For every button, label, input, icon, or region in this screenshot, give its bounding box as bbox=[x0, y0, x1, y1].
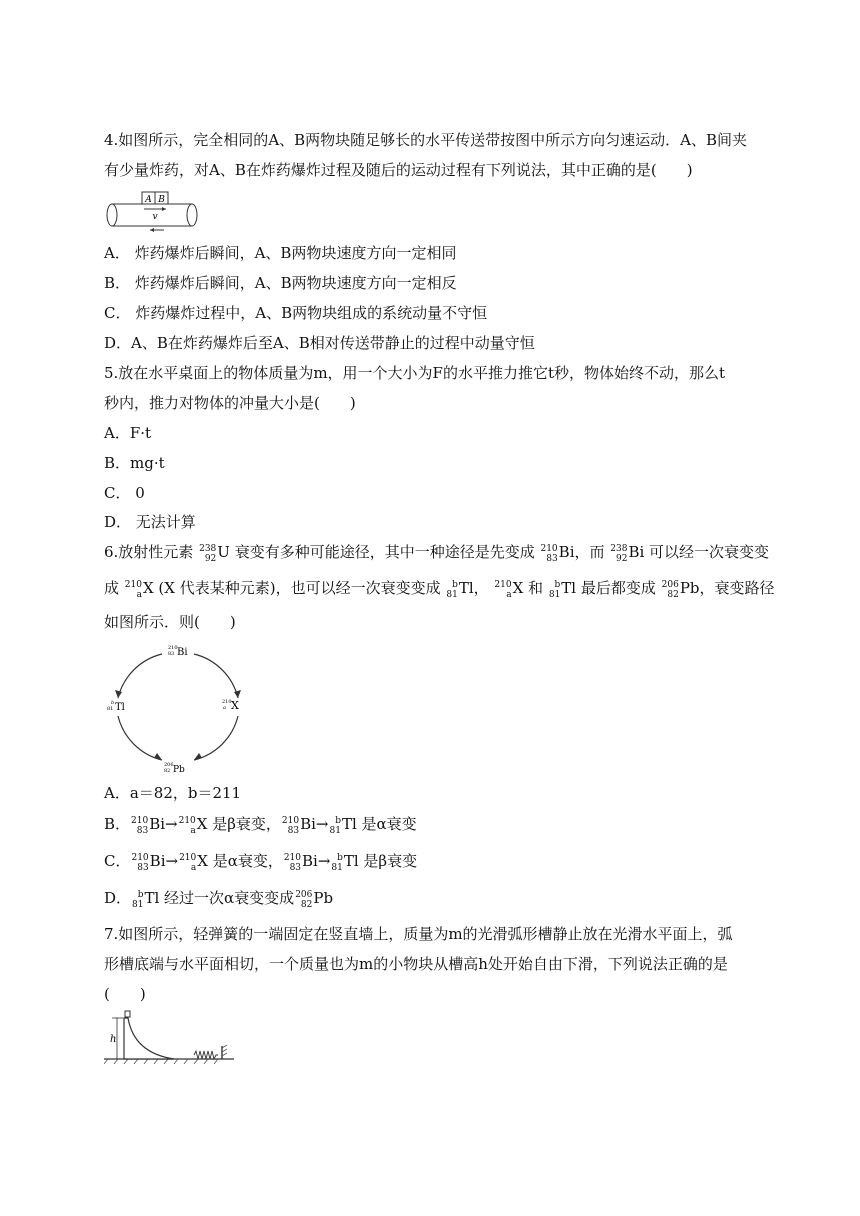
q4-stem-line1: 4.如图所示，完全相同的A、B两物块随足够长的水平传送带按图中所示方向匀速运动．A、B间夹 bbox=[104, 131, 748, 149]
nuclide-pb206: 206 82 bbox=[661, 579, 679, 600]
q7-stem-line2: 形槽底端与水平面相切，一个质量也为m的小物块从槽高h处开始自由下滑，下列说法正确的是 bbox=[104, 955, 728, 973]
fig-tl-atomic: 81 bbox=[107, 706, 114, 712]
q5-stem-line2: 秒内，推力对物体的冲量大小是( ) bbox=[104, 394, 356, 412]
block-b-label: B bbox=[158, 195, 165, 205]
height-label: h bbox=[110, 1034, 117, 1045]
fig-pb-mass: 206 bbox=[164, 762, 174, 768]
q5-option-d: D． 无法计算 bbox=[104, 513, 196, 531]
fig-tl-mass: b bbox=[111, 700, 115, 706]
q4-option-d: D．A、B在炸药爆炸后至A、B相对传送带静止的过程中动量守恒 bbox=[104, 334, 535, 352]
q6-option-b: B． 210 83 Bi→ 210 a X 是β衰变， 210 83 Bi→ b 81 Tl 是α衰变 bbox=[104, 815, 417, 836]
fig-tl-label: Tl bbox=[115, 702, 125, 713]
q4-stem-line2: 有少量炸药，对A、B在炸药爆炸过程及随后的运动过程有下列说法，其中正确的是( ) bbox=[104, 161, 693, 179]
block-a-label: A bbox=[145, 195, 152, 205]
fig-bi-label: Bi bbox=[177, 647, 188, 658]
q6-stem-line1: 6.放射性元素 238 92 U 衰变有多种可能途径，其中一种途径是先变成 210 83 Bi，而 238 92 Bi 可以经一次衰变变 bbox=[104, 543, 770, 564]
q5-option-c: C． 0 bbox=[104, 484, 145, 502]
q6-stem-line2: 成 210 a X (X 代表某种元素)，也可以经一次衰变变成 b 81 Tl， 210 a X 和 b 81 Tl 最后都变成 206 82 Pb，衰变路径 bbox=[104, 579, 775, 600]
nuclide-tl81-b: b 81 bbox=[548, 579, 561, 600]
q4-option-a: A． 炸药爆炸后瞬间，A、B两物块速度方向一定相同 bbox=[104, 244, 457, 262]
nuclide-bi210: 210 83 bbox=[540, 543, 558, 564]
fig-bi-mass: 210 bbox=[168, 645, 178, 651]
q7-stem-line3: ( ) bbox=[104, 985, 146, 1003]
q6-option-c: C． 210 83 Bi→ 210 a X 是α衰变， 210 83 Bi→ b 81 Tl 是β衰变 bbox=[104, 852, 418, 873]
fig-pb-atomic: 82 bbox=[164, 768, 171, 774]
q5-stem-line1: 5.放在水平桌面上的物体质量为m，用一个大小为F的水平推力推它t秒，物体始终不动，那么t bbox=[104, 364, 726, 382]
nuclide-u238: 238 92 bbox=[199, 543, 217, 564]
q6-stem-line3: 如图所示．则( ) bbox=[104, 613, 236, 631]
q5-option-b: B．mg·t bbox=[104, 454, 165, 472]
arc-slot bbox=[124, 1018, 174, 1059]
spring bbox=[194, 1051, 218, 1059]
nuclide-x210: 210 a bbox=[124, 579, 142, 600]
nuclide-x210-b: 210 a bbox=[494, 579, 512, 600]
velocity-label: v bbox=[152, 212, 158, 222]
fig-x-label: X bbox=[231, 699, 239, 712]
small-block bbox=[125, 1011, 130, 1017]
q5-option-a: A．F·t bbox=[104, 424, 152, 442]
q6-option-d: D． b 81 Tl 经过一次α衰变变成 206 82 Pb bbox=[104, 889, 334, 910]
fig-x-mass: 210 bbox=[222, 699, 232, 705]
nuclide-tl81: b 81 bbox=[446, 579, 458, 600]
q6-option-a: A．a＝82，b＝211 bbox=[104, 784, 242, 802]
q4-option-c: C． 炸药爆炸过程中，A、B两物块组成的系统动量不守恒 bbox=[104, 304, 488, 322]
decay-path-figure bbox=[104, 640, 254, 775]
fig-x-atomic: a bbox=[223, 705, 226, 711]
nuclide-bi238: 238 92 bbox=[610, 543, 628, 564]
arc-slot-spring-figure bbox=[104, 1008, 234, 1066]
fig-bi-atomic: 83 bbox=[168, 651, 175, 657]
conveyor-belt-figure bbox=[104, 186, 200, 234]
q7-stem-line1: 7.如图所示，轻弹簧的一端固定在竖直墙上，质量为m的光滑弧形槽静止放在光滑水平面上，弧 bbox=[104, 925, 733, 943]
fig-pb-label: Pb bbox=[173, 765, 185, 775]
q4-option-b: B． 炸药爆炸后瞬间，A、B两物块速度方向一定相反 bbox=[104, 274, 457, 292]
